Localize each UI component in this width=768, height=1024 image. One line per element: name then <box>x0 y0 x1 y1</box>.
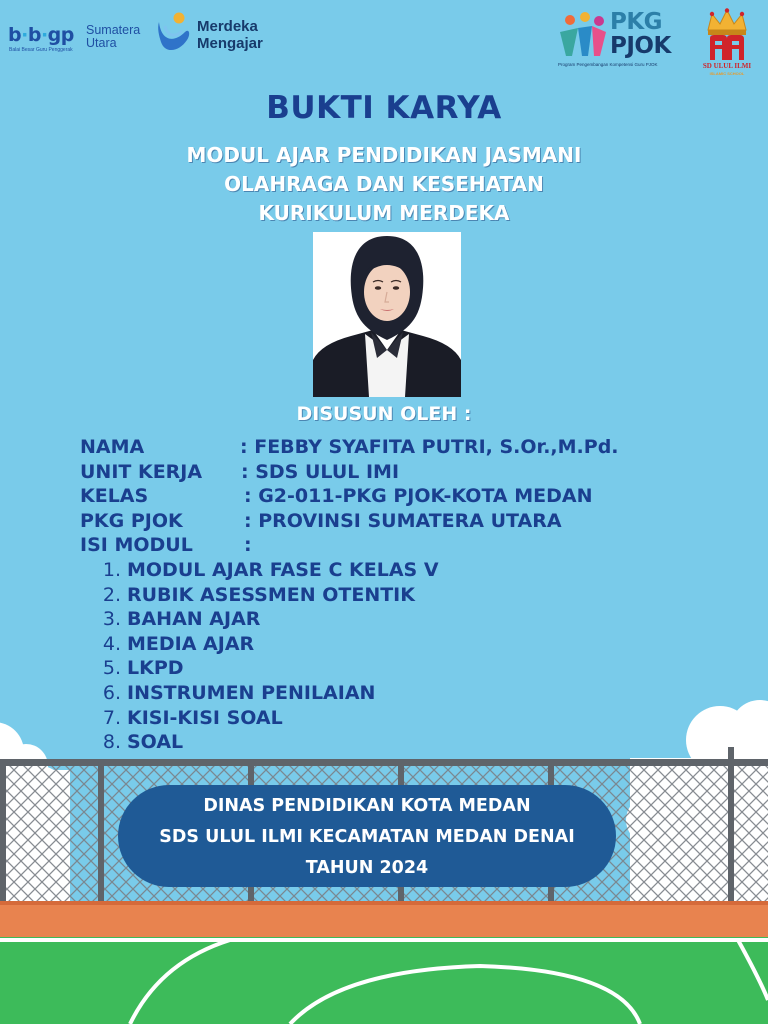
subtitle-line: KURIKULUM MERDEKA <box>258 201 510 225</box>
school-subtitle: ISLAMIC SCHOOL <box>709 71 745 76</box>
sd-ulul-ilmi-logo <box>690 8 764 78</box>
list-item: 2. RUBIK ASESSMEN OTENTIK <box>102 583 415 606</box>
list-item: 8. SOAL <box>102 731 184 754</box>
info-row-pkg-pjok <box>80 509 760 534</box>
merdeka-mengajar-icon <box>155 12 193 58</box>
subtitle-line: MODUL AJAR PENDIDIKAN JASMANI <box>186 143 582 167</box>
pkg-pjok-subtitle: Program Pengembangan Kompetensi Guru PJOK <box>558 62 658 67</box>
list-item: 4. MEDIA AJAR <box>102 632 255 655</box>
info-label: NAMA <box>80 436 145 458</box>
info-value: : FEBBY SYAFITA PUTRI, S.Or.,M.Pd. <box>240 436 619 458</box>
info-row-isi-modul <box>80 533 760 558</box>
list-item: 3. BAHAN AJAR <box>102 608 261 631</box>
list-item: 6. INSTRUMEN PENILAIAN <box>102 681 376 704</box>
author-info <box>80 435 760 558</box>
list-item: 7. KISI-KISI SOAL <box>102 706 283 729</box>
crown-icon <box>700 8 754 62</box>
info-label: UNIT KERJA <box>80 460 203 483</box>
bbgp-region: Sumatera Utara <box>86 23 141 50</box>
bbgp-wordmark: b·b·gp <box>8 24 74 46</box>
pkg-pjok-wordmark: PKG PJOK <box>610 9 671 59</box>
subtitle-line: OLAHRAGA DAN KESEHATAN <box>224 172 544 196</box>
footer-text <box>118 791 616 884</box>
bbgp-subtitle: Balai Besar Guru Penggerak <box>9 47 73 53</box>
info-label: PKG PJOK <box>80 509 183 532</box>
info-value: : <box>244 534 252 556</box>
info-value: : G2-011-PKG PJOK-KOTA MEDAN <box>244 485 593 507</box>
bbgp-logo <box>8 24 158 58</box>
footer-line: SDS ULUL ILMI KECAMATAN MEDAN DENAI <box>159 827 575 847</box>
merdeka-mengajar-logo <box>155 12 285 60</box>
list-item: 5. LKPD <box>102 657 184 680</box>
pkg-pjok-logo <box>556 10 686 72</box>
info-value: : SDS ULUL IMI <box>241 460 400 483</box>
author-heading: DISUSUN OLEH : <box>296 403 472 425</box>
info-value: : PROVINSI SUMATERA UTARA <box>244 509 562 532</box>
info-row-unit-kerja <box>80 460 760 485</box>
info-label: ISI MODUL <box>80 534 193 556</box>
list-item: 1. MODUL AJAR FASE C KELAS V <box>102 559 439 581</box>
school-name: SD ULUL ILMI <box>702 62 752 70</box>
page-title: BUKTI KARYA <box>266 90 502 126</box>
info-row-kelas <box>80 484 760 509</box>
footer-line: TAHUN 2024 <box>305 858 429 878</box>
info-label: KELAS <box>80 485 149 507</box>
merdeka-mengajar-wordmark: Merdeka Mengajar <box>197 18 263 52</box>
module-subtitle <box>0 141 768 228</box>
author-photo <box>313 232 461 397</box>
pkg-pjok-icon <box>558 12 608 60</box>
footer-line: DINAS PENDIDIKAN KOTA MEDAN <box>203 796 531 816</box>
info-row-nama <box>80 435 760 460</box>
